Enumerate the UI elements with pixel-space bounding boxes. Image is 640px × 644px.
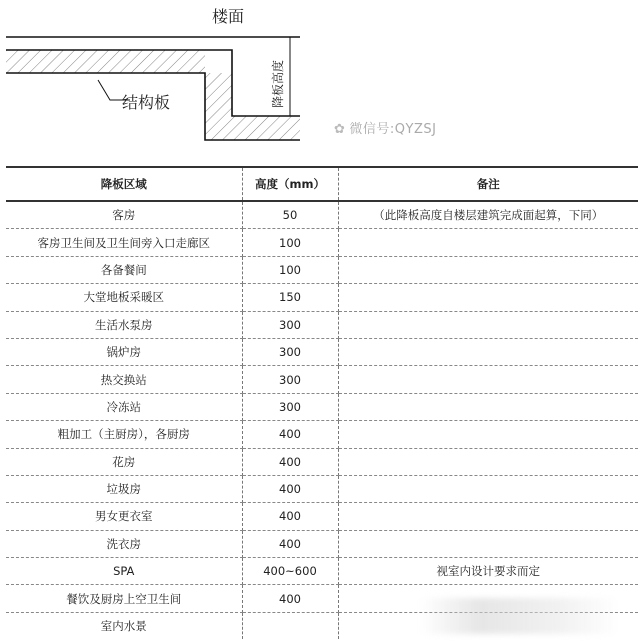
cell-area: 室内水景 [6, 612, 242, 639]
cell-area: 花房 [6, 448, 242, 475]
cell-note [338, 503, 638, 530]
cell-note [338, 229, 638, 256]
table-row [6, 338, 638, 365]
header-note: 备注 [338, 167, 638, 201]
cell-note [338, 256, 638, 283]
cell-note: （此降板高度自楼层建筑完成面起算，下同） [338, 201, 638, 229]
cell-height: 50 [242, 201, 338, 229]
cell-height: 400 [242, 503, 338, 530]
cell-area: 客房 [6, 201, 242, 229]
table-row [6, 448, 638, 475]
cell-note [338, 421, 638, 448]
cell-note [338, 284, 638, 311]
cell-area: 餐饮及厨房上空卫生间 [6, 585, 242, 612]
watermark [334, 118, 436, 137]
table-row [6, 558, 638, 585]
table-row [6, 530, 638, 557]
watermark-text: 微信号:QYZSJ [349, 122, 437, 137]
slab-drop-diagram [0, 0, 640, 160]
cell-area: 垃圾房 [6, 475, 242, 502]
cell-area: 各备餐间 [6, 256, 242, 283]
cell-note [338, 475, 638, 502]
height-label: 降板高度 [271, 59, 285, 108]
slab-drop-table-wrap [6, 166, 638, 639]
cell-height: 100 [242, 229, 338, 256]
cell-area: 客房卫生间及卫生间旁入口走廊区 [6, 229, 242, 256]
cell-area: 生活水泵房 [6, 311, 242, 338]
cell-height: 400 [242, 530, 338, 557]
cell-height [242, 612, 338, 639]
cell-area: 粗加工（主厨房），各厨房 [6, 421, 242, 448]
table-header-row [6, 167, 638, 201]
wechat-icon: ✿ [334, 122, 346, 137]
table-row [6, 393, 638, 420]
table-row [6, 421, 638, 448]
table-row [6, 229, 638, 256]
cell-note: 视室内设计要求而定 [338, 558, 638, 585]
floor-label: 楼面 [212, 7, 245, 26]
cell-area: 大堂地板采暖区 [6, 284, 242, 311]
cell-height: 150 [242, 284, 338, 311]
header-height: 高度（mm） [242, 167, 338, 201]
cell-height: 400 [242, 448, 338, 475]
cell-note [338, 393, 638, 420]
table-row [6, 284, 638, 311]
header-area: 降板区域 [6, 167, 242, 201]
cell-note [338, 311, 638, 338]
table-row [6, 366, 638, 393]
table-row [6, 311, 638, 338]
table-row [6, 201, 638, 229]
slab-label: 结构板 [122, 93, 171, 112]
slab-drop-table [6, 166, 638, 639]
cell-height: 400 [242, 421, 338, 448]
cell-area: SPA [6, 558, 242, 585]
cell-area: 热交换站 [6, 366, 242, 393]
cell-height: 300 [242, 338, 338, 365]
blurred-watermark [420, 598, 620, 634]
table-body [6, 201, 638, 639]
cell-note [338, 338, 638, 365]
cell-height: 400 [242, 475, 338, 502]
cell-area: 冷冻站 [6, 393, 242, 420]
cell-height: 100 [242, 256, 338, 283]
cell-note [338, 366, 638, 393]
cell-note [338, 448, 638, 475]
table-row [6, 503, 638, 530]
cell-height: 300 [242, 311, 338, 338]
table-row [6, 256, 638, 283]
cell-height: 400 [242, 585, 338, 612]
cell-height: 300 [242, 393, 338, 420]
cell-height: 300 [242, 366, 338, 393]
cell-area: 锅炉房 [6, 338, 242, 365]
cell-area: 男女更衣室 [6, 503, 242, 530]
cell-height: 400~600 [242, 558, 338, 585]
cell-area: 洗衣房 [6, 530, 242, 557]
table-row [6, 475, 638, 502]
cell-note [338, 530, 638, 557]
